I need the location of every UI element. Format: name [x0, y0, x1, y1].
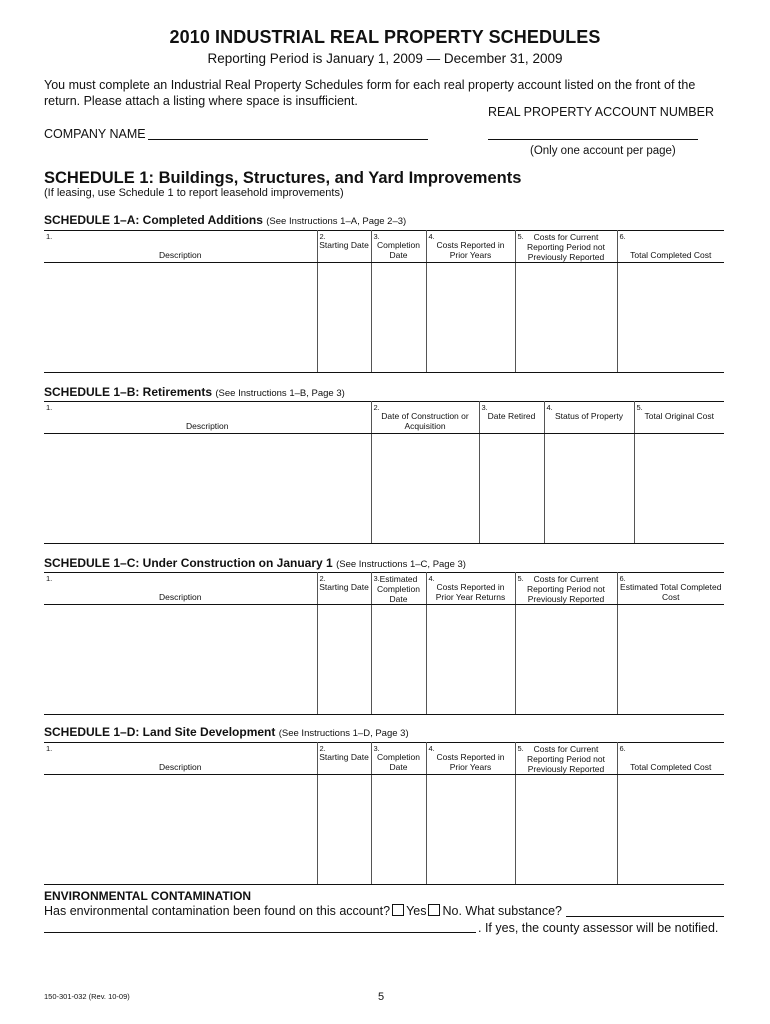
account-note: (Only one account per page) [530, 145, 676, 157]
cell-est-completion-date[interactable] [371, 605, 426, 715]
yes-label: Yes [406, 904, 427, 918]
schedule-1d-note: (See Instructions 1–D, Page 3) [278, 728, 409, 739]
no-checkbox[interactable] [428, 904, 440, 916]
schedule-1b-title [44, 385, 345, 399]
schedule-1c-heading: SCHEDULE 1–C: Under Construction on January 1 [44, 556, 333, 570]
col-costs-current: 5. Costs for Current Reporting Period not Previously Reported [515, 743, 617, 775]
schedule-1a-table [44, 230, 724, 373]
company-name-label: COMPANY NAME [44, 127, 146, 141]
col-costs-current: 5. Costs for Current Reporting Period not Previously Reported [515, 573, 617, 605]
cell-date-retired[interactable] [479, 434, 544, 544]
cell-description[interactable] [44, 775, 317, 885]
cell-date-construction[interactable] [371, 434, 479, 544]
schedule-1d-heading: SCHEDULE 1–D: Land Site Development [44, 725, 276, 739]
schedule-1b-note: (See Instructions 1–B, Page 3) [215, 388, 345, 399]
schedule-1a-heading: SCHEDULE 1–A: Completed Additions [44, 213, 263, 227]
schedule-1b-heading: SCHEDULE 1–B: Retirements [44, 385, 213, 399]
col-costs-prior: 4. Costs Reported in Prior Years [426, 743, 515, 775]
intro-text: You must complete an Industrial Real Property Schedules form for each real property account listed on the front of the return. Please attach a listing where space is insufficient. [44, 78, 696, 108]
col-description: 1. Description [44, 231, 317, 263]
schedule-1a-note: (See Instructions 1–A, Page 2–3) [266, 216, 407, 227]
schedule-1c-title [44, 556, 466, 570]
col-date-construction: 2. Date of Construction or Acquisition [371, 402, 479, 434]
col-starting-date: 2. Starting Date [317, 231, 371, 263]
notify-text: . If yes, the county assessor will be notified. [478, 921, 719, 935]
cell-costs-current[interactable] [515, 605, 617, 715]
col-description: 1. Description [44, 573, 317, 605]
col-completion-date: 3. Completion Date [371, 231, 426, 263]
schedule-1c-table [44, 572, 724, 715]
col-total-cost: 6. Total Completed Cost [617, 231, 724, 263]
page-title: 2010 INDUSTRIAL REAL PROPERTY SCHEDULES [169, 27, 601, 47]
schedule-1-subtitle: (If leasing, use Schedule 1 to report leasehold improvements) [44, 187, 344, 199]
schedule-1d-table [44, 742, 724, 885]
no-label: No. What substance? [442, 904, 562, 918]
substance-field-continued[interactable] [44, 932, 476, 933]
cell-costs-prior[interactable] [426, 605, 515, 715]
schedule-1c-note: (See Instructions 1–C, Page 3) [336, 559, 466, 570]
environmental-question: Has environmental contamination been found on this account? [44, 904, 391, 918]
cell-est-total-cost[interactable] [617, 605, 724, 715]
account-number-field[interactable] [488, 139, 698, 140]
schedule-1-title: SCHEDULE 1: Buildings, Structures, and Yard Improvements [44, 169, 522, 187]
col-costs-prior: 4. Costs Reported in Prior Year Returns [426, 573, 515, 605]
cell-description[interactable] [44, 434, 371, 544]
cell-status[interactable] [544, 434, 634, 544]
col-description: 1. Description [44, 402, 371, 434]
cell-completion-date[interactable] [371, 263, 426, 373]
account-number-label: REAL PROPERTY ACCOUNT NUMBER [488, 105, 714, 119]
reporting-period: Reporting Period is January 1, 2009 — December 31, 2009 [207, 51, 563, 66]
cell-total-cost[interactable] [617, 775, 724, 885]
col-status: 4. Status of Property [544, 402, 634, 434]
form-number: 150-301-032 (Rev. 10-09) [44, 992, 130, 1001]
cell-costs-current[interactable] [515, 263, 617, 373]
col-total-cost: 6. Total Completed Cost [617, 743, 724, 775]
cell-costs-current[interactable] [515, 775, 617, 885]
company-name-field[interactable] [148, 139, 428, 140]
page-number: 5 [378, 991, 385, 1003]
col-est-completion-date: 3. Estimated Completion Date [371, 573, 426, 605]
substance-field[interactable] [566, 916, 724, 917]
cell-description[interactable] [44, 263, 317, 373]
col-est-total-cost: 6. Estimated Total Completed Cost [617, 573, 724, 605]
col-original-cost: 5. Total Original Cost [634, 402, 724, 434]
environmental-title: ENVIRONMENTAL CONTAMINATION [44, 889, 252, 903]
col-date-retired: 3. Date Retired [479, 402, 544, 434]
cell-costs-prior[interactable] [426, 775, 515, 885]
schedule-1b-table [44, 401, 724, 544]
cell-description[interactable] [44, 605, 317, 715]
col-costs-prior: 4. Costs Reported in Prior Years [426, 231, 515, 263]
col-description: 1. Description [44, 743, 317, 775]
schedule-1d-title [44, 725, 409, 739]
col-starting-date: 2. Starting Date [317, 573, 371, 605]
cell-completion-date[interactable] [371, 775, 426, 885]
cell-starting-date[interactable] [317, 605, 371, 715]
cell-starting-date[interactable] [317, 775, 371, 885]
yes-checkbox[interactable] [392, 904, 404, 916]
schedule-1a-title [44, 213, 406, 227]
col-costs-current: 5. Costs for Current Reporting Period not Previously Reported [515, 231, 617, 263]
cell-starting-date[interactable] [317, 263, 371, 373]
col-starting-date: 2. Starting Date [317, 743, 371, 775]
cell-original-cost[interactable] [634, 434, 724, 544]
environmental-question-row [44, 904, 562, 918]
col-completion-date: 3. Completion Date [371, 743, 426, 775]
cell-costs-prior[interactable] [426, 263, 515, 373]
cell-total-cost[interactable] [617, 263, 724, 373]
